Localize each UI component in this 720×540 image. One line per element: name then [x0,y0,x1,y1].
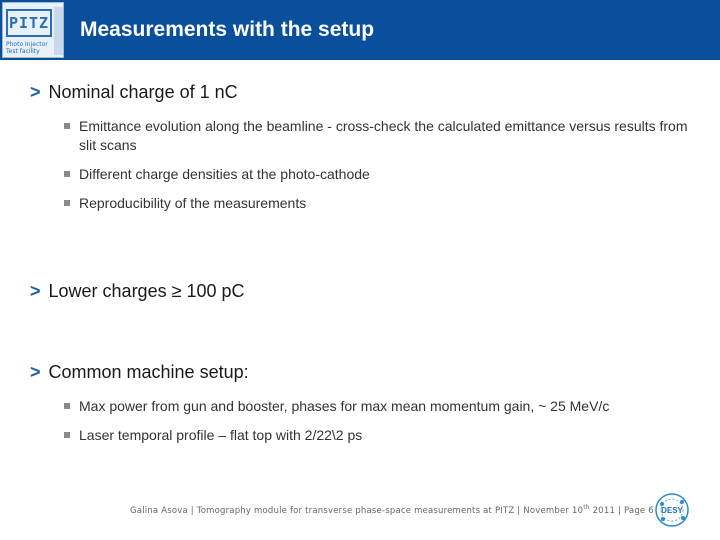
list-item-text: Reproducibility of the measurements [79,195,307,211]
logo-line-2: Test facility [6,48,40,55]
pitz-logo [2,2,64,58]
logo-subtitle [6,41,52,55]
desy-logo-dot [680,500,684,504]
section-heading-text: Common machine setup: [48,362,249,382]
desy-logo-dot [661,517,665,521]
list-item [64,194,704,213]
square-bullet-icon [64,123,70,129]
section-heading-text: Lower charges ≥ 100 pC [48,281,245,301]
list-item [64,165,704,184]
desy-logo [654,492,690,528]
section-heading-text: Nominal charge of 1 nC [48,82,238,102]
chevron-right-icon: > [30,362,41,382]
footer-text [130,504,654,516]
square-bullet-icon [64,200,70,206]
logo-side-strip [54,7,63,55]
desy-logo-label: DESY [661,506,683,515]
section-heading-common-setup [30,362,249,383]
list-item-text: Different charge densities at the photo-cathode [79,166,370,182]
section-heading-lower-charges [30,281,245,302]
list-item [64,117,704,155]
list-item [64,426,704,445]
list-item-text: Emittance evolution along the beamline - cross-check the calculated emittance versus results from slit scans [79,118,688,153]
header-bar [0,0,720,60]
list-item-text: Max power from gun and booster, phases for max mean momentum gain, ~ 25 MeV/c [79,398,610,414]
chevron-right-icon: > [30,281,41,301]
section-heading-nominal-charge [30,82,238,103]
footer-text-main: Galina Asova | Tomography module for transverse phase-space measurements at PITZ | November 10 [130,505,584,516]
square-bullet-icon [64,432,70,438]
list-item [64,397,714,416]
footer-superscript: th [583,504,590,511]
list-item-text: Laser temporal profile – flat top with 2/22\2 ps [79,427,363,443]
chevron-right-icon: > [30,82,41,102]
square-bullet-icon [64,403,70,409]
logo-wordmark: PITZ [6,9,52,37]
slide-title: Measurements with the setup [80,18,375,41]
square-bullet-icon [64,171,70,177]
footer-text-end: 2011 | Page 6 [589,505,654,516]
logo-line-1: Photo Injector [6,41,48,48]
desy-logo-dot [681,516,685,520]
